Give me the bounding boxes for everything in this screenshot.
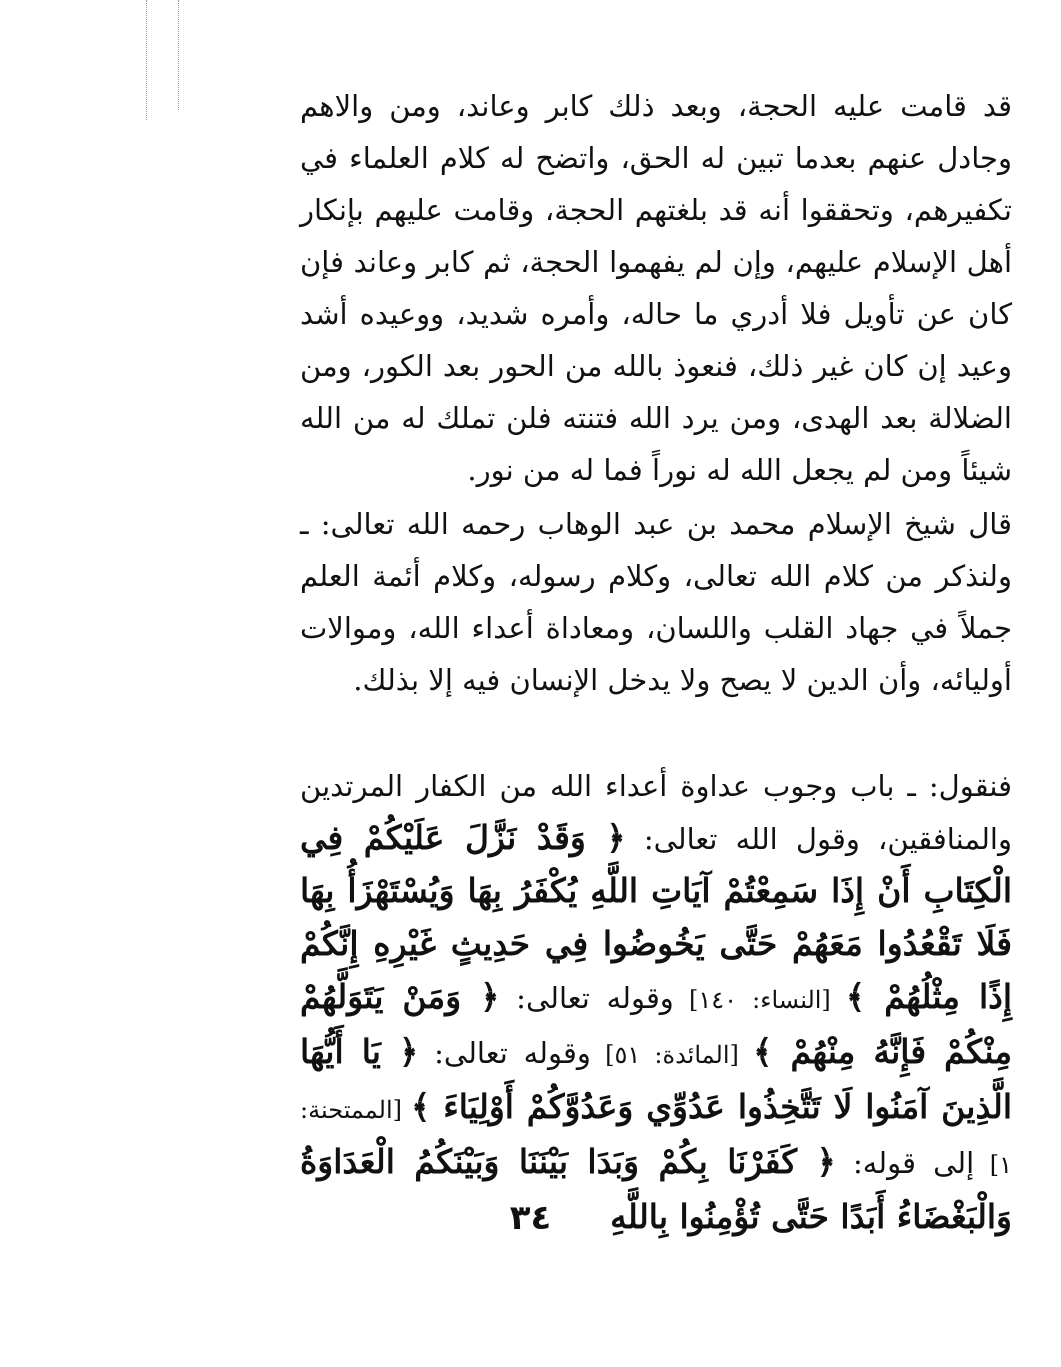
quran-verse-maidah: ﴿ وَمَنْ يَتَوَلَّهُمْ مِنْكُمْ فَإِنَّهُ مِنْهُمْ ﴾ — [300, 977, 1012, 1071]
paragraph-3-text — [300, 760, 1012, 1244]
quran-verse-mumtahanah: ﴿ يَا أَيُّهَا الَّذِينَ آمَنُوا لَا تَتَّخِذُوا عَدُوِّي وَعَدُوَّكُمْ أَوْلِيَاءَ ﴾ — [300, 1032, 1012, 1126]
margin-guide-line — [146, 0, 147, 120]
paragraph-2 — [300, 498, 1012, 706]
paragraph-1-text: قد قامت عليه الحجة، وبعد ذلك كابر وعاند، ومن والاهم وجادل عنهم بعدما تبين له الحق، واتضح له كلام العلماء في تكفيرهم، وتحققوا أنه قد بلغتهم الحجة، وقامت عليهم بإنكار أهل الإسلام عليهم، وإن لم يفهموا الحجة، ثم كابر وعاند فإن كان عن تأويل فلا أدري ما حاله، وأمره شديد، ووعيده أشد وعيد إن كان غير ذلك، فنعوذ بالله من الحور بعد الكور، ومن الضلالة بعد الهدى، ومن يرد الله فتنته فلن تملك له من الله شيئاً ومن لم يجعل الله له نوراً فما له من نور. — [300, 89, 1012, 487]
paragraph-3-connector: وقوله تعالى: — [499, 981, 674, 1015]
quran-verse-nisa: ﴿ وَقَدْ نَزَّلَ عَلَيْكُمْ فِي الْكِتَابِ أَنْ إِذَا سَمِعْتُمْ آيَاتِ اللَّهِ يُكْفَرُ بِهَا وَيُسْتَهْزَأُ بِهَا فَلَا تَقْعُدُوا مَعَهُمْ حَتَّى يَخُوضُوا فِي حَدِيثٍ غَيْرِهِ إِنَّكُمْ إِذًا مِثْلُهُمْ ﴾ — [300, 818, 1012, 1016]
page-number: ٣٤ — [509, 1198, 552, 1238]
margin-guide-line — [178, 0, 179, 110]
quran-verse-mumtahanah-4: ﴿ كَفَرْنَا بِكُمْ وَبَدَا بَيْنَنَا وَبَيْنَكُمُ الْعَدَاوَةُ وَالْبَغْضَاءُ أَبَدًا حَتَّى تُؤْمِنُوا بِاللَّهِ — [300, 1142, 1012, 1236]
paragraph-2-text: قال شيخ الإسلام محمد بن عبد الوهاب رحمه الله تعالى: ـ ولنذكر من كلام الله تعالى، وكلام رسوله، وكلام أئمة العلم جملاً في جهاد القلب واللسان، ومعاداة أعداء الله، وموالات أوليائه، وأن الدين لا يصح ولا يدخل الإنسان فيه إلا بذلك. — [300, 507, 1012, 697]
paragraph-3-connector: إلى قوله: — [835, 1146, 975, 1180]
verse-reference-nisa: [النساء: ١٤٠] — [673, 986, 846, 1014]
paragraph-1 — [300, 80, 1012, 496]
paragraph-3 — [300, 760, 1012, 1244]
paragraph-3-intro: فنقول: ـ باب وجوب عداوة أعداء الله من الكفار المرتدين والمنافقين، وقول الله تعالى: — [300, 769, 1012, 856]
verse-reference-maidah: [المائدة: ٥١] — [590, 1041, 754, 1069]
verse-reference-mumtahanah: [الممتحنة: ١] — [300, 1096, 1013, 1179]
paragraph-3-connector: وقوله تعالى: — [418, 1036, 591, 1070]
